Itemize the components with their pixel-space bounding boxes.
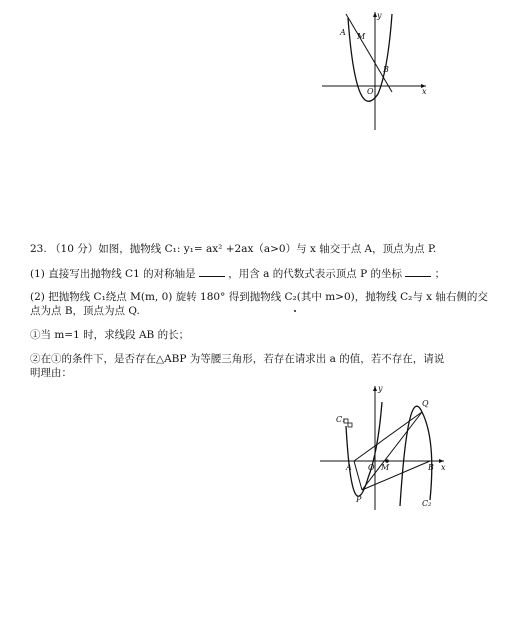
segment-ap-left	[354, 461, 362, 490]
c1-label: C₁	[336, 415, 346, 424]
problem-number: 23.	[30, 243, 47, 255]
x-axis-label: x	[422, 87, 427, 96]
y-axis-label: y	[377, 11, 382, 20]
subquestion-2-line-a: ②在①的条件下，是否存在△ABP 为等腰三角形，若存在请求出 a 的值，若不存在，请说	[30, 353, 445, 365]
parabola-c1	[346, 402, 382, 496]
subquestion-1: ①当 m=1 时，求线段 AB 的长；	[30, 329, 190, 341]
origin-label: O	[368, 463, 375, 472]
question-1-text-a: (1) 直接写出抛物线 C1 的对称轴是	[30, 268, 196, 280]
figure-parabola-line	[318, 8, 430, 132]
point-q-label: Q	[422, 399, 429, 408]
c1-corner-mark-b	[348, 423, 352, 427]
point-b-label: B	[428, 463, 434, 472]
question-2-line-a: (2) 把抛物线 C₁绕点 M(m, 0) 旋转 180° 得到抛物线 C₂(其中 m>0)，抛物线 C₂与 x 轴右侧的交	[30, 291, 488, 303]
segment-pq	[362, 412, 422, 490]
point-m-label: M	[381, 463, 390, 472]
point-a-label: A	[340, 28, 346, 37]
question-1-text-b: ，用含 a 的代数式表示顶点 P 的坐标	[228, 268, 402, 280]
problem-intro-line	[30, 242, 436, 256]
line-ab	[346, 14, 392, 92]
figure-rotated-parabolas	[318, 382, 448, 514]
origin-label: O	[367, 87, 374, 96]
segment-aq	[354, 412, 422, 461]
subquestion-2-line-b: 明理由：	[30, 367, 72, 379]
point-b-label: B	[383, 65, 389, 74]
answer-blank-axis[interactable]	[199, 266, 225, 277]
problem-intro: 如图，抛物线 C₁: y₁= ax² +2ax（a>0）与 x 轴交于点 A，顶点为点 P.	[98, 243, 437, 255]
y-axis-arrow	[373, 386, 377, 391]
point-m-label: M	[357, 32, 366, 41]
c2-label: C₂	[422, 499, 432, 508]
answer-blank-vertex[interactable]	[405, 266, 431, 277]
y-axis-label: y	[378, 384, 383, 393]
stray-mark	[294, 310, 296, 312]
question-2-line-b: 点为点 B，顶点为点 Q.	[30, 305, 140, 317]
point-p-label: P	[356, 495, 362, 504]
x-axis-label: x	[441, 463, 446, 472]
question-1-end: ；	[434, 268, 446, 280]
problem-points: （10 分）	[50, 243, 99, 255]
parabola-c2	[400, 406, 432, 506]
question-1-line	[30, 266, 445, 281]
point-a-label: A	[346, 463, 352, 472]
